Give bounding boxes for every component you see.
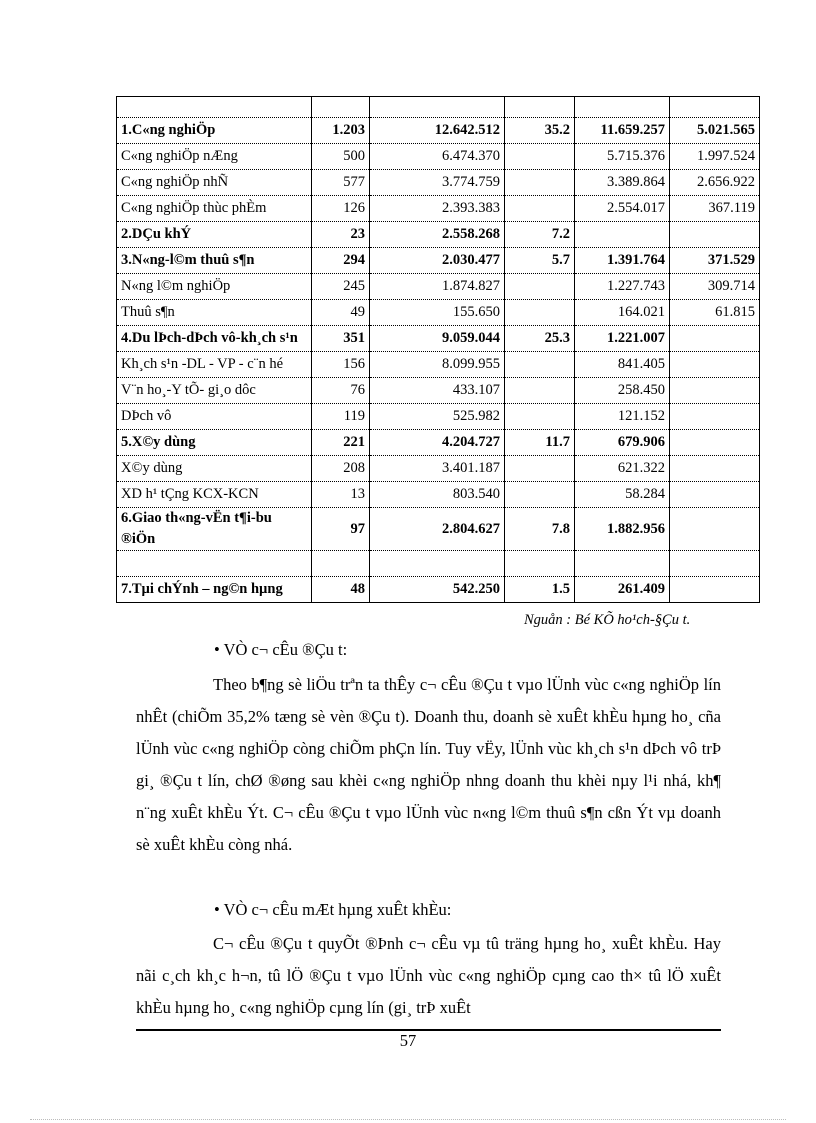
investment-cell: 2.804.627 [370,508,505,551]
paragraph-investment-analysis: Theo b¶ng sè liÖu trªn ta thÊy c¬ cÊu ®Çu t vµo lÜnh vùc c«ng nghiÖp lín nhÊt (chiÕm 35,2% tæng sè vèn ®Çu t). Doanh thu, doanh sè xuÊt khÈu hµng ho¸ cña lÜnh vùc c«ng nghiÖp còng chiÕm phÇn lín. Tuy vËy, lÜnh vùc kh¸ch s¹n dÞch vô trÞ gi¸ ®Çu t lín, chØ ®øng sau khèi c«ng nghiÖp nhng doanh thu khèi nµy l¹i nhá, kh¶ n¨ng xuÊt khÈu Ýt. C¬ cÊu ®Çu t vµo lÜnh vùc n«ng l©m thuû s¶n cßn Ýt vµ doanh sè xuÊt khÈu còng nhá. [136,675,721,854]
export-cell: 2.656.922 [670,170,760,196]
export-cell [670,430,760,456]
export-cell [670,326,760,352]
investment-cell: 9.059.044 [370,326,505,352]
table-row [117,248,760,274]
export-cell [670,378,760,404]
investment-cell: 6.474.370 [370,144,505,170]
page-number: 57 [399,1031,417,1050]
export-cell [670,352,760,378]
sector-name-cell: Thuû s¶n [117,300,312,326]
revenue-cell: 679.906 [575,430,670,456]
sector-name-cell: C«ng nghiÖp nÆng [117,144,312,170]
table-row [117,326,760,352]
revenue-cell: 5.715.376 [575,144,670,170]
investment-cell: 2.558.268 [370,222,505,248]
revenue-cell: 11.659.257 [575,118,670,144]
investment-table [116,96,760,603]
table-row [117,404,760,430]
export-cell [670,508,760,551]
sector-name-cell: 4.Du lÞch-dÞch vô-kh¸ch s¹n [117,326,312,352]
revenue-cell: 1.882.956 [575,508,670,551]
revenue-cell: 1.227.743 [575,274,670,300]
table-row [117,144,760,170]
investment-cell: 525.982 [370,404,505,430]
sector-name-cell: 6.Giao th«ng-vËn t¶i-bu ®iÖn [117,508,312,551]
export-cell [670,456,760,482]
export-cell [670,577,760,603]
page-edge-divider [30,1119,786,1120]
revenue-cell: 261.409 [575,577,670,603]
share-cell [505,352,575,378]
section-bullet-investment-structure: • VÒ c¬ cÊu ®Çu t: [214,640,348,659]
share-cell [505,482,575,508]
table-header-row [117,97,760,118]
investment-cell: 2.030.477 [370,248,505,274]
table-row [117,551,760,577]
export-cell: 309.714 [670,274,760,300]
sector-name-cell: C«ng nghiÖp thùc phÈm [117,196,312,222]
projects-cell: 76 [312,378,370,404]
table-row [117,577,760,603]
table-row [117,482,760,508]
projects-cell: 48 [312,577,370,603]
table-row [117,300,760,326]
investment-cell: 12.642.512 [370,118,505,144]
share-cell: 25.3 [505,326,575,352]
table-row [117,118,760,144]
sector-name-cell: XD h¹ tÇng KCX-KCN [117,482,312,508]
sector-name-cell: 7.Tµi chÝnh – ng©n hµng [117,577,312,603]
projects-cell: 245 [312,274,370,300]
export-cell [670,222,760,248]
investment-cell: 1.874.827 [370,274,505,300]
table-row [117,170,760,196]
share-cell [505,456,575,482]
share-cell: 1.5 [505,577,575,603]
table-source-note: Nguån : Bé KÕ ho¹ch-§Çu t. [524,612,691,628]
revenue-cell: 1.221.007 [575,326,670,352]
projects-cell: 156 [312,352,370,378]
share-cell [505,274,575,300]
sector-name-cell: 3.N«ng-l©m thuû s¶n [117,248,312,274]
projects-cell: 221 [312,430,370,456]
sector-name-cell: DÞch vô [117,404,312,430]
projects-cell: 23 [312,222,370,248]
export-cell: 5.021.565 [670,118,760,144]
table-row [117,378,760,404]
investment-cell: 803.540 [370,482,505,508]
sector-name-cell: 1.C«ng nghiÖp [117,118,312,144]
revenue-cell: 3.389.864 [575,170,670,196]
investment-cell: 2.393.383 [370,196,505,222]
projects-cell: 294 [312,248,370,274]
export-cell: 371.529 [670,248,760,274]
export-cell: 1.997.524 [670,144,760,170]
projects-cell: 1.203 [312,118,370,144]
projects-cell: 500 [312,144,370,170]
investment-cell: 542.250 [370,577,505,603]
sector-name-cell: 5.X©y dùng [117,430,312,456]
table-row [117,508,760,551]
export-cell [670,551,760,577]
investment-cell: 4.204.727 [370,430,505,456]
projects-cell [312,551,370,577]
table-row [117,430,760,456]
sector-name-cell: Kh¸ch s¹n -DL - VP - c¨n hé [117,352,312,378]
share-cell [505,300,575,326]
revenue-cell [575,222,670,248]
projects-cell: 351 [312,326,370,352]
revenue-cell: 164.021 [575,300,670,326]
projects-cell: 208 [312,456,370,482]
share-cell [505,144,575,170]
paragraph-export-analysis: C¬ cÊu ®Çu t quyÕt ®Þnh c¬ cÊu vµ tû träng hµng ho¸ xuÊt khÈu. Hay nãi c¸ch kh¸c h¬n, tû lÖ ®Çu t vµo lÜnh vùc c«ng nghiÖp cµng cao th× tû lÖ xuÊt khÈu hµng ho¸ c«ng nghiÖp cµng lín (gi¸ trÞ xuÊt [136,934,721,1017]
share-cell [505,378,575,404]
table-row [117,352,760,378]
share-cell: 11.7 [505,430,575,456]
investment-cell [370,551,505,577]
section-bullet-export-structure: • VÒ c¬ cÊu mÆt hµng xuÊt khÈu: [214,900,452,919]
projects-cell: 119 [312,404,370,430]
investment-cell: 3.774.759 [370,170,505,196]
export-cell [670,482,760,508]
sector-name-cell [117,551,312,577]
revenue-cell: 621.322 [575,456,670,482]
revenue-cell: 121.152 [575,404,670,430]
investment-cell: 8.099.955 [370,352,505,378]
table-row [117,274,760,300]
projects-cell: 577 [312,170,370,196]
share-cell [505,170,575,196]
projects-cell: 97 [312,508,370,551]
revenue-cell [575,551,670,577]
table-row [117,196,760,222]
table-row [117,222,760,248]
projects-cell: 126 [312,196,370,222]
share-cell: 7.8 [505,508,575,551]
share-cell [505,404,575,430]
export-cell: 367.119 [670,196,760,222]
share-cell: 5.7 [505,248,575,274]
share-cell [505,196,575,222]
sector-name-cell: 2.DÇu khÝ [117,222,312,248]
revenue-cell: 841.405 [575,352,670,378]
sector-name-cell: V¨n ho¸-Y tÕ- gi¸o dôc [117,378,312,404]
sector-name-cell: C«ng nghiÖp nhÑ [117,170,312,196]
revenue-cell: 1.391.764 [575,248,670,274]
revenue-cell: 58.284 [575,482,670,508]
share-cell: 35.2 [505,118,575,144]
investment-cell: 433.107 [370,378,505,404]
investment-cell: 3.401.187 [370,456,505,482]
sector-name-cell: X©y dùng [117,456,312,482]
investment-cell: 155.650 [370,300,505,326]
export-cell [670,404,760,430]
revenue-cell: 2.554.017 [575,196,670,222]
share-cell: 7.2 [505,222,575,248]
revenue-cell: 258.450 [575,378,670,404]
export-cell: 61.815 [670,300,760,326]
sector-name-cell: N«ng l©m nghiÖp [117,274,312,300]
share-cell [505,551,575,577]
projects-cell: 49 [312,300,370,326]
projects-cell: 13 [312,482,370,508]
table-row [117,456,760,482]
